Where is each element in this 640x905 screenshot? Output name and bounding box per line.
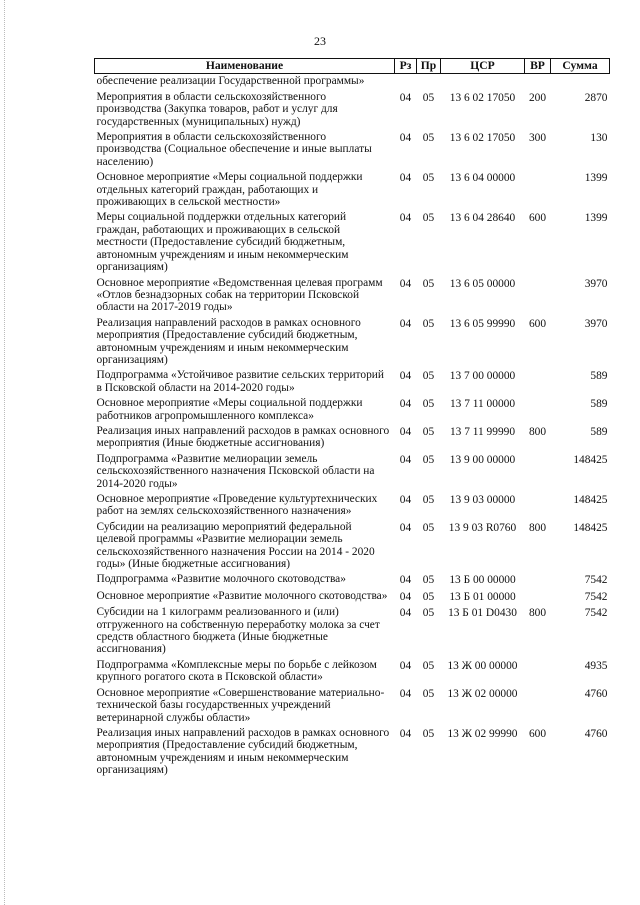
cell-rz: 04 xyxy=(399,574,412,587)
cell-vr xyxy=(525,74,551,91)
cell-pr: 05 xyxy=(422,317,435,330)
cell-rz: 04 xyxy=(399,494,412,506)
cell-sum: 7542 xyxy=(584,590,608,603)
cell-csr: 13 6 02 17050 xyxy=(449,132,516,145)
header-rz: Рз xyxy=(395,59,417,74)
cell-sum: 7542 xyxy=(584,574,608,587)
cell-name: Подпрограмма «Комплексные меры по борьбе с лейкозом крупного рогатого скота в Псковской области» xyxy=(96,658,377,684)
table-row xyxy=(95,659,610,687)
cell-csr: 13 Ж 00 00000 xyxy=(447,659,518,672)
cell-pr: 05 xyxy=(422,453,435,466)
table-row xyxy=(95,211,610,276)
cell-vr: 600 xyxy=(528,212,547,225)
table-row xyxy=(95,606,610,659)
cell-pr: 05 xyxy=(422,212,435,225)
cell-csr: 13 Б 00 00000 xyxy=(449,574,516,587)
header-csr: ЦСР xyxy=(441,59,525,74)
cell-pr: 05 xyxy=(422,687,435,700)
cell-sum: 1399 xyxy=(584,212,608,225)
table-row xyxy=(95,687,610,727)
cell-vr xyxy=(525,590,551,606)
table-row xyxy=(95,425,610,453)
cell-csr: 13 7 11 99990 xyxy=(449,425,516,438)
cell-rz: 04 xyxy=(399,212,412,225)
cell-rz: 04 xyxy=(399,590,412,603)
header-sum: Сумма xyxy=(551,59,610,74)
cell-vr xyxy=(525,493,551,521)
cell-csr: 13 6 05 99990 xyxy=(449,317,516,330)
cell-vr: 600 xyxy=(528,317,547,330)
budget-table xyxy=(94,58,610,780)
cell-vr xyxy=(525,573,551,589)
cell-vr xyxy=(525,453,551,493)
cell-sum: 1399 xyxy=(584,172,608,185)
cell-rz: 04 xyxy=(399,727,412,740)
header-vr: ВР xyxy=(525,59,551,74)
cell-rz: 04 xyxy=(399,659,412,672)
cell-rz xyxy=(395,74,417,91)
cell-csr: 13 6 04 28640 xyxy=(449,212,516,225)
cell-name: Основное мероприятие «Меры социальной поддержки работников агропромышленного комплекса» xyxy=(96,397,363,422)
cell-name: Реализация иных направлений расходов в рамках основного мероприятия (Иные бюджетные ассигнования) xyxy=(96,424,390,450)
cell-rz: 04 xyxy=(399,277,412,290)
cell-name: Основное мероприятие «Развитие молочного скотоводства» xyxy=(96,589,388,602)
cell-name: Основное мероприятие «Меры социальной поддержки отдельных категорий граждан, работающих и проживающих в сельской местности» xyxy=(96,171,363,209)
cell-sum: 148425 xyxy=(573,494,608,506)
cell-vr xyxy=(525,277,551,317)
table-row xyxy=(95,493,610,521)
cell-pr: 05 xyxy=(422,277,435,290)
table-row xyxy=(95,590,610,606)
cell-name: Реализация иных направлений расходов в рамках основного мероприятия (Предоставление субсидий бюджетным, автономным учреждениям и иным некоммерческим организациям) xyxy=(96,726,390,777)
table-header-row xyxy=(95,59,610,74)
table-row xyxy=(95,453,610,493)
table-row xyxy=(95,317,610,370)
cell-sum: 589 xyxy=(590,425,608,438)
cell-name: Подпрограмма «Развитие мелиорации земель сельскохозяйственного назначения Псковской области на 2014-2020 годы» xyxy=(96,452,375,490)
cell-rz: 04 xyxy=(399,132,412,145)
cell-pr: 05 xyxy=(422,659,435,672)
cell-sum: 130 xyxy=(590,132,608,145)
cell-sum: 589 xyxy=(590,370,608,383)
cell-pr: 05 xyxy=(422,132,435,145)
table-row xyxy=(95,727,610,780)
cell-vr: 800 xyxy=(528,607,547,620)
cell-vr xyxy=(525,397,551,425)
cell-csr: 13 6 02 17050 xyxy=(449,91,516,104)
cell-rz: 04 xyxy=(399,687,412,700)
cell-name: Мероприятия в области сельскохозяйственного производства (Социальное обеспечение и иные выплаты населению) xyxy=(96,131,372,168)
cell-csr: 13 Ж 02 00000 xyxy=(447,687,518,700)
table-row xyxy=(95,131,610,171)
cell-csr: 13 7 00 00000 xyxy=(449,370,516,383)
cell-rz: 04 xyxy=(399,425,412,438)
header-name: Наименование xyxy=(95,59,395,74)
cell-name: Основное мероприятие «Совершенствование материально-технической базы государственных учреждений ветеринарной службы области» xyxy=(96,686,385,724)
cell-name: Субсидии на реализацию мероприятий федеральной целевой программы «Развитие мелиорации земель сельскохозяйственного назначения России на 2014 - 2020 годы» (Иные бюджетные ассигнования) xyxy=(96,520,375,571)
cell-sum: 4760 xyxy=(584,687,608,700)
cell-csr xyxy=(441,74,525,91)
cell-pr: 05 xyxy=(422,607,435,620)
cell-rz: 04 xyxy=(399,453,412,466)
cell-pr: 05 xyxy=(422,91,435,104)
cell-rz: 04 xyxy=(399,91,412,104)
cell-pr: 05 xyxy=(422,398,435,411)
cell-vr: 600 xyxy=(528,727,547,740)
cell-name: Субсидии на 1 килограмм реализованного и (или) отгруженного на собственную переработку молока за счет средств областного бюджета (Иные бюджетные ассигнования) xyxy=(96,606,380,656)
table-row xyxy=(95,277,610,317)
page-number: 23 xyxy=(314,34,326,48)
cell-name: Основное мероприятие «Проведение культуртехнических работ на землях сельскохозяйственного назначения» xyxy=(96,493,378,518)
cell-csr: 13 Ж 02 99990 xyxy=(447,727,518,740)
cell-pr: 05 xyxy=(422,574,435,587)
cell-sum xyxy=(551,74,610,91)
cell-name: Подпрограмма «Развитие молочного скотоводства» xyxy=(96,573,346,586)
cell-pr: 05 xyxy=(422,370,435,383)
cell-sum: 3970 xyxy=(584,277,608,290)
cell-sum: 7542 xyxy=(584,607,608,620)
cell-csr: 13 9 00 00000 xyxy=(449,453,516,466)
table-row xyxy=(95,74,610,91)
cell-vr xyxy=(525,659,551,687)
cell-vr xyxy=(525,687,551,727)
table-row xyxy=(95,573,610,589)
table-row xyxy=(95,171,610,211)
page-edge xyxy=(4,0,6,905)
table-row xyxy=(95,369,610,397)
cell-name: Основное мероприятие «Ведомственная целевая программ «Отлов безнадзорных собак на территории Псковской области на 2017-2019 годы» xyxy=(96,276,383,314)
cell-pr: 05 xyxy=(422,172,435,185)
cell-sum: 4935 xyxy=(584,659,608,672)
table-row xyxy=(95,397,610,425)
cell-name: Подпрограмма «Устойчивое развитие сельских территорий в Псковской области на 2014-2020 годы» xyxy=(96,369,384,394)
cell-csr: 13 6 05 00000 xyxy=(449,277,516,290)
cell-vr: 800 xyxy=(528,521,547,534)
cell-pr: 05 xyxy=(422,494,435,506)
cell-vr: 200 xyxy=(528,91,547,104)
cell-sum: 148425 xyxy=(573,453,608,466)
cell-vr xyxy=(525,171,551,211)
cell-csr: 13 Б 01 D0430 xyxy=(448,607,517,620)
cell-rz: 04 xyxy=(399,172,412,185)
cell-name: Меры социальной поддержки отдельных категорий граждан, работающих и проживающих в сельской местности (Предоставление субсидий бюджетным, автономным учреждениям и иным некоммерческим организациям) xyxy=(96,211,349,274)
cell-rz: 04 xyxy=(399,607,412,620)
table-row xyxy=(95,521,610,574)
cell-csr: 13 Б 01 00000 xyxy=(449,590,516,603)
cell-rz: 04 xyxy=(399,317,412,330)
cell-csr: 13 6 04 00000 xyxy=(449,172,516,185)
cell-csr: 13 9 03 R0760 xyxy=(448,521,517,534)
cell-pr: 05 xyxy=(422,590,435,603)
cell-name: обеспечение реализации Государственной программы» xyxy=(96,75,365,88)
cell-rz: 04 xyxy=(399,398,412,411)
cell-sum: 148425 xyxy=(573,521,608,534)
cell-pr: 05 xyxy=(422,521,435,534)
cell-rz: 04 xyxy=(399,370,412,383)
cell-name: Реализация направлений расходов в рамках основного мероприятия (Предоставление субсидий бюджетным, автономным учреждениям и иным некоммерческим организациям) xyxy=(96,316,361,366)
cell-vr: 300 xyxy=(528,132,547,145)
cell-sum: 3970 xyxy=(584,317,608,330)
cell-vr: 800 xyxy=(528,425,547,438)
cell-vr xyxy=(525,369,551,397)
cell-sum: 589 xyxy=(590,398,608,411)
cell-pr xyxy=(417,74,441,91)
cell-sum: 4760 xyxy=(584,727,608,740)
cell-csr: 13 9 03 00000 xyxy=(449,494,516,506)
cell-pr: 05 xyxy=(422,727,435,740)
cell-pr: 05 xyxy=(422,425,435,438)
header-pr: Пр xyxy=(417,59,441,74)
cell-sum: 2870 xyxy=(584,91,608,104)
table-row xyxy=(95,91,610,131)
cell-name: Мероприятия в области сельскохозяйственного производства (Закупка товаров, работ и услуг для государственных (муниципальных) нужд) xyxy=(96,90,338,128)
cell-rz: 04 xyxy=(399,521,412,534)
cell-csr: 13 7 11 00000 xyxy=(449,398,516,411)
